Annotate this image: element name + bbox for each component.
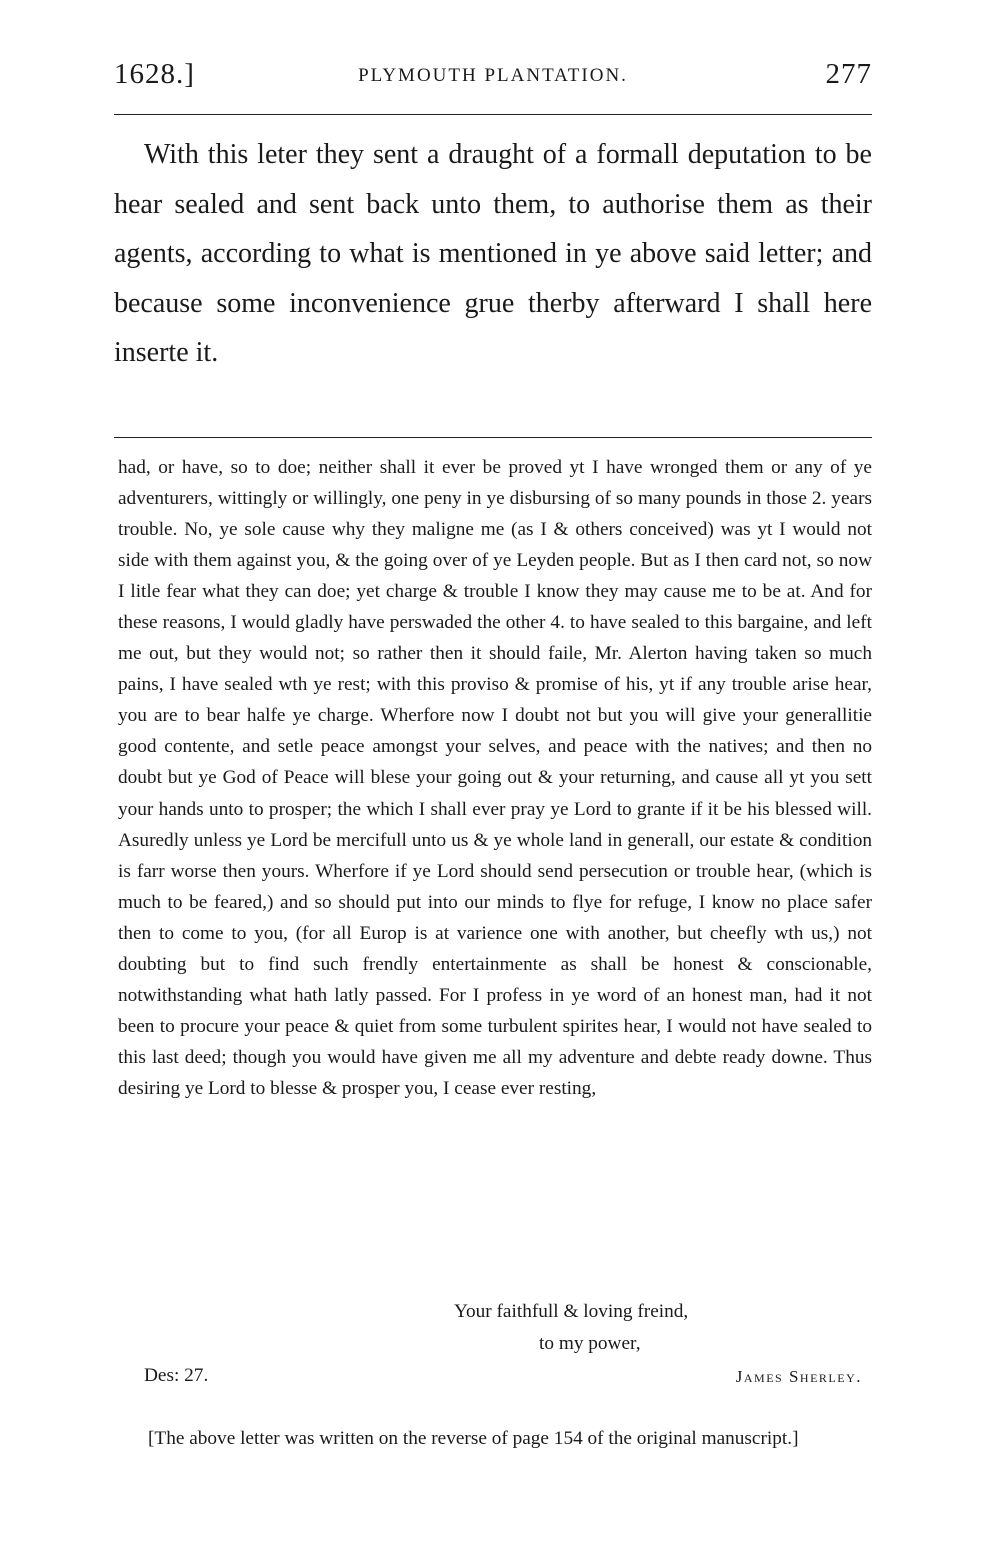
header-year: 1628.] xyxy=(114,58,195,90)
header-rule xyxy=(114,114,872,115)
letter-body: had, or have, so to doe; neither shall it ever be proved yt I have wronged them or any of ye adventurers, wittingly or willingly, one peny in ye disbursing of so many pounds in those 2. years trouble. No, ye sole cause why they maligne me (as I & others conceived) was yt I would not side with them against you, & the going over of ye Leyden people. But as I then card not, so now I litle fear what they can doe; yet charge & trouble I know they may cause me to be at. And for these reasons, I would gladly have perswaded the other 4. to have sealed to this bargaine, and left me out, but they would not; so rather then it should faile, Mr. Alerton having taken so much pains, I have sealed wth ye rest; with this proviso & promise of his, yt if any trouble arise hear, you are to bear halfe ye charge. Wherfore now I doubt not but you will give your generallitie good contente, and setle peace amongst your selves, and peace with the natives; and then no doubt but ye God of Peace will blese your going out & your returning, and cause all yt you sett your hands unto to prosper; the which I shall ever pray ye Lord to grante if it be his blessed will. Asuredly unless ye Lord be mercifull unto us & ye whole land in generall, our estate & condition is farr worse then yours. Wherfore if ye Lord should send persecution or trouble hear, (which is much to be feared,) and so should put into our minds to flye for refuge, I know no place safer then to come to you, (for all Europ is at varience one with another, but cheefly wth us,) not doubting but to find such frendly entertainmente as shall be honest & conscionable, notwithstanding what hath latly passed. For I profess in ye word of an honest man, had it not been to procure your peace & quiet from some turbulent spirites hear, I would not have sealed to this last deed; though you would have given me all my adventure and debte ready downe. Thus desiring ye Lord to blesse & prosper you, I cease ever resting, xyxy=(118,457,872,1099)
editorial-note: [The above letter was written on the reverse of page 154 of the original manuscript.] xyxy=(148,1428,799,1449)
running-head xyxy=(114,58,872,94)
letter-date: Des: 27. xyxy=(144,1365,209,1386)
section-rule xyxy=(114,437,872,438)
closing-salutation: Your faithfull & loving freind, xyxy=(454,1301,689,1322)
closing-qualifier: to my power, xyxy=(539,1333,641,1354)
main-paragraph: With this leter they sent a draught of a formall deputation to be hear sealed and sent back unto them, to authorise them as their agents, according to what is mentioned in ye above said letter; and because some inconvenience grue therby afterward I shall here inserte it. xyxy=(114,139,872,368)
page-number: 277 xyxy=(825,58,872,90)
header-title: PLYMOUTH PLANTATION. xyxy=(358,65,628,86)
signature: James Sherley. xyxy=(735,1367,862,1386)
